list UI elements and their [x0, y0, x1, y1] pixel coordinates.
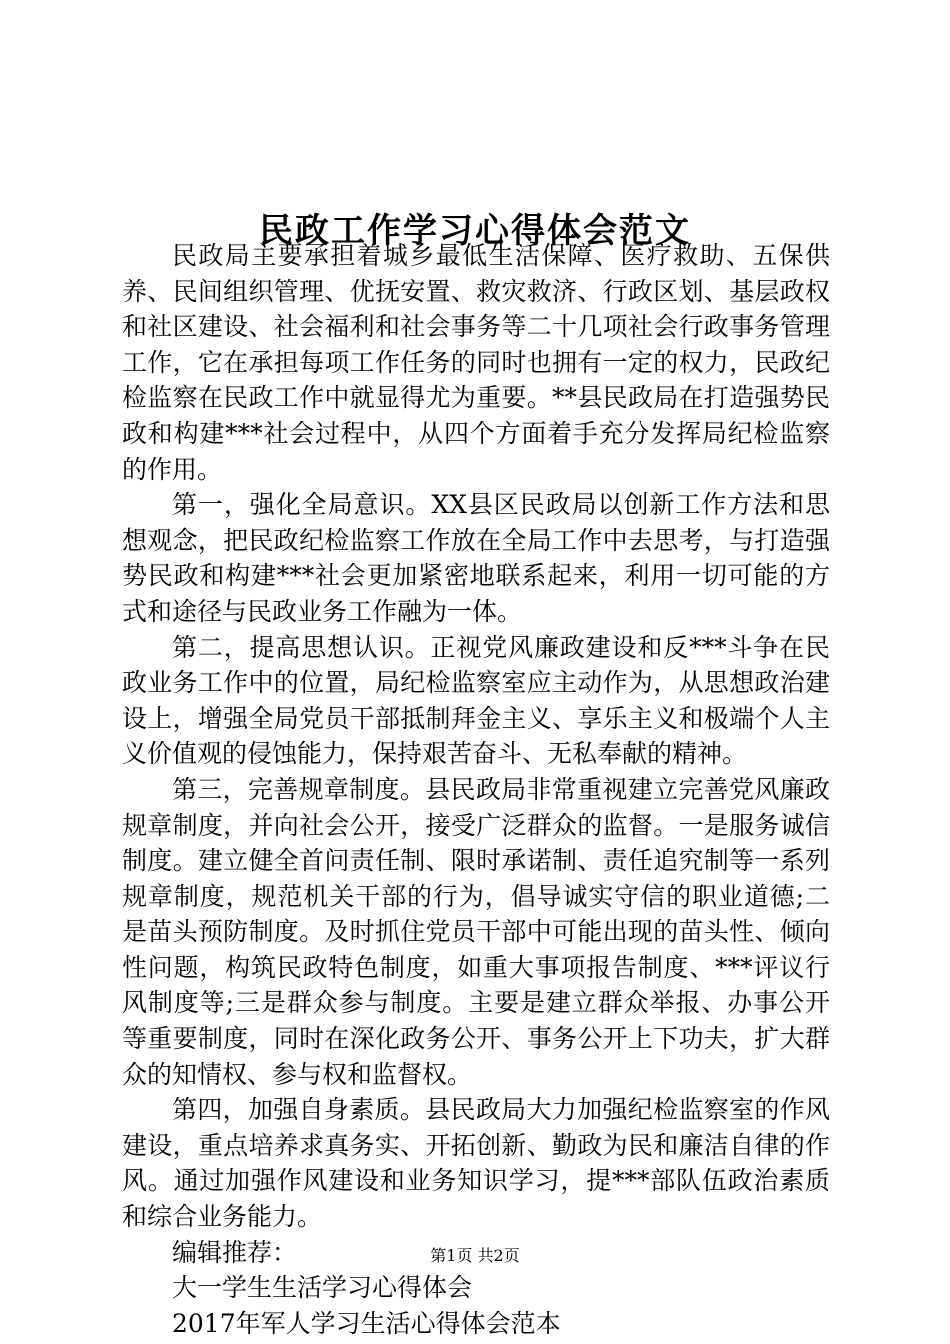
paragraph-intro: 民政局主要承担着城乡最低生活保障、医疗救助、五保供养、民间组织管理、优抚安置、救灾救济、行政区划、基层政权和社区建设、社会福利和社会事务等二十几项社会行政事务管理工作，它在承担每项工作任务的同时也拥有一定的权力，民政纪检监察在民政工作中就显得尤为重要。**县民政局在打造强势民政和构建***社会过程中，从四个方面着手充分发挥局纪检监察的作用。: [122, 241, 830, 484]
document-title: 民政工作学习心得体会范文: [259, 210, 691, 251]
recommend-label: 编辑推荐：: [172, 1237, 298, 1267]
paragraph-second-point: 第二，提高思想认识。正视党风廉政建设和反***斗争在民政业务工作中的位置，局纪检监察室应主动作为，从思想政治建设上，增强全局党员干部抵制拜金主义、享乐主义和极端个人主义价值观的侵蚀能力，保持艰苦奋斗、无私奉献的精神。: [122, 632, 830, 769]
recommend-link-1[interactable]: 大一学生生活学习心得体会: [172, 1273, 473, 1303]
paragraph-third-point: 第三，完善规章制度。县民政局非常重视建立完善党风廉政规章制度，并向社会公开，接受广泛群众的监督。一是服务诚信制度。建立健全首问责任制、限时承诺制、责任追究制等一系列规章制度，规范机关干部的行为，倡导诚实守信的职业道德;二是苗头预防制度。及时抓住党员干部中可能出现的苗头性、倾向性问题，构筑民政特色制度，如重大事项报告制度、***评议行风制度等;三是群众参与制度。主要是建立群众举报、办事公开等重要制度，同时在深化政务公开、事务公开上下功夫，扩大群众的知情权、参与权和监督权。: [122, 774, 830, 1089]
paragraph-fourth-point: 第四，加强自身素质。县民政局大力加强纪检监察室的作风建设，重点培养求真务实、开拓创新、勤政为民和廉洁自律的作风。通过加强作风建设和业务知识学习，提***部队伍政治素质和综合业务能力。: [122, 1095, 830, 1232]
document-body: [122, 238, 830, 1341]
paragraph-first-point: 第一，强化全局意识。XX县区民政局以创新工作方法和思想观念，把民政纪检监察工作放在全局工作中去思考，与打造强势民政和构建***社会更加紧密地联系起来，利用一切可能的方式和途径与民政业务工作融为一体。: [122, 490, 830, 626]
page-footer: 第1页 共2页: [430, 1246, 520, 1265]
recommend-link-2[interactable]: 2017年军人学习生活心得体会范本: [172, 1308, 561, 1338]
